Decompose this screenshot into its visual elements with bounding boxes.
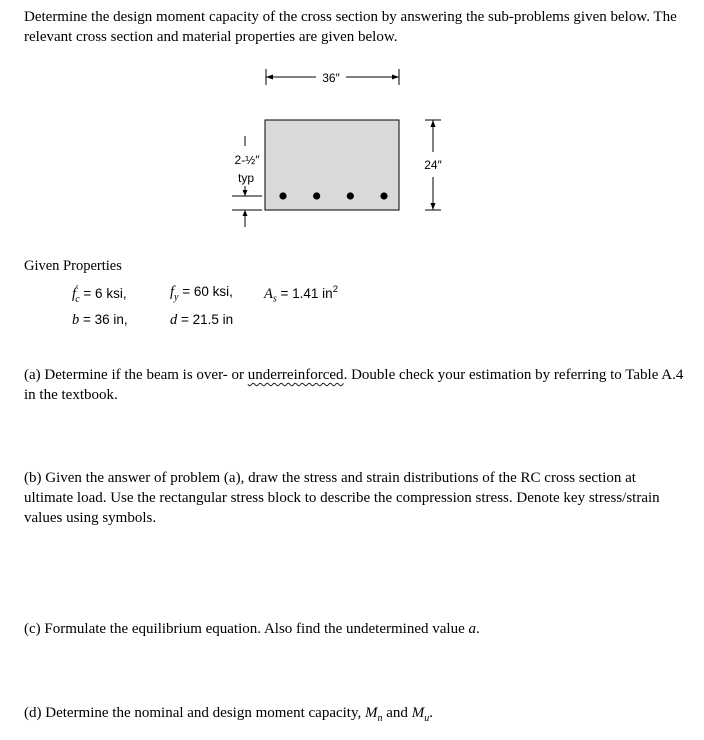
- height-dimension: [424, 120, 442, 210]
- question-d: (d) Determine the nominal and design moment capacity, $M_n$ and $M_u$.: [24, 705, 433, 724]
- spellcheck-flagged-word[interactable]: underreinforced: [247, 367, 344, 383]
- fy-property: $f_y = 60$ ksi,: [170, 284, 233, 303]
- b-property: b = 36 in,: [72, 312, 128, 328]
- question-c: (c) Formulate the equilibrium equation. Also find the undetermined value a.: [24, 621, 480, 637]
- intro-text: Determine the design moment capacity of the cross section by answering the sub-problems given below. The relevant cross section and material properties are given below.: [24, 9, 677, 45]
- rebar: [279, 192, 286, 199]
- cover-dimension: [232, 136, 262, 227]
- height-label: 24″: [424, 158, 442, 172]
- cover-label: 2-½″: [234, 153, 260, 167]
- width-label: 36″: [322, 71, 340, 85]
- rebar: [347, 192, 354, 199]
- question-b: (b) Given the answer of problem (a), draw the stress and strain distributions of the RC cross section at ultimate load. Use the rectangular stress block to describe the compression stress. Denote key stress/strain values using symbols.: [24, 470, 660, 526]
- typ-label: typ: [237, 171, 255, 185]
- as-property: $A_s = 1.41$ $in^2$: [264, 284, 338, 305]
- fc-property: $f'_c = 6$ ksi,: [72, 284, 127, 305]
- rebar: [380, 192, 387, 199]
- d-property: d = 21.5 in: [170, 312, 234, 328]
- question-a: (a) Determine if the beam is over- or underreinforced. Double check your estimation by referring to Table A.4 in the textbook.: [24, 367, 684, 403]
- rebar: [313, 192, 320, 199]
- properties-heading: Given Properties: [24, 258, 122, 274]
- width-dimension: [266, 69, 399, 85]
